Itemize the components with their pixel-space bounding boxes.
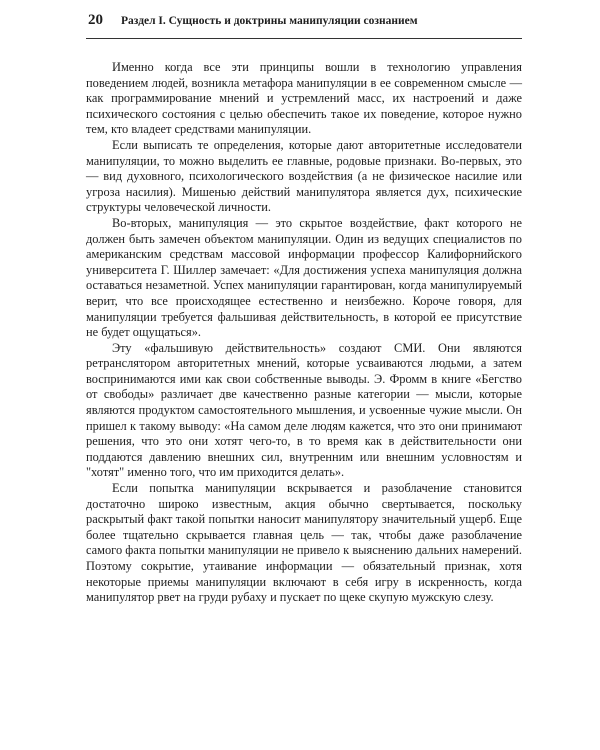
paragraph: Эту «фальшивую действительность» создают СМИ. Они являются ретранслятором авторитетных мнений, которые усваиваются людьми, а затем воспринимаются ими как свои собственные выводы. Э. Фромм в книге «Бегство от свободы» различает две качественно разные категории — мысли, которые являются продуктом самостоятельного мышления, и усвоенные чужие мысли. Он пришел к такому выводу: «На самом деле людям кажется, что это они принимают решения, что это они хотят чего-то, в то время как в действительности они поддаются давлению внешних сил, внутренним или внешним условностям и "хотят" именно того, что им приходится делать». xyxy=(86,340,522,480)
header-rule xyxy=(86,38,522,39)
paragraph: Во-вторых, манипуляция — это скрытое воздействие, факт которого не должен быть замечен объектом манипуляции. Один из ведущих специалистов по американским средствам массовой информации профессор Калифорнийского университета Г. Шиллер замечает: «Для достижения успеха манипуляция должна оставаться незаметной. Успех манипуляции гарантирован, когда манипулируемый верит, что все происходящее естественно и неизбежно. Короче говоря, для манипуляции требуется фальшивая действительность, в которой ее присутствие не будет ощущаться». xyxy=(86,215,522,340)
paragraph: Если выписать те определения, которые дают авторитетные исследователи манипуляции, то можно выделить ее главные, родовые признаки. Во-первых, это — вид духовного, психологического воздействия (а не физическое насилие или угроза насилия). Мишенью действий манипулятора является дух, психические структуры человеческой личности. xyxy=(86,137,522,215)
body-text xyxy=(86,60,522,606)
paragraph: Именно когда все эти принципы вошли в технологию управления поведением людей, возникла метафора манипуляции в ее современном смысле — как программирование мнений и устремлений масс, их настроений и даже психического состояния с целью обеспечить такое их поведение, которое нужно тем, кто владеет средствами манипуляции. xyxy=(86,60,522,137)
running-head: Раздел I. Сущность и доктрины манипуляции сознанием xyxy=(121,15,418,27)
paragraph: Если попытка манипуляции вскрывается и разоблачение становится достаточно широко известным, акция обычно свертывается, поскольку раскрытый факт такой попытки наносит манипулятору значительный ущерб. Еще более тщательно скрывается главная цель — так, чтобы даже разоблачение самого факта попытки манипуляции не привело к выяснению дальних намерений. Поэтому сокрытие, утаивание информации — обязательный признак, хотя некоторые приемы манипуляции включают в себя игру в искренность, когда манипулятор рвет на груди рубаху и пускает по щеке скупую мужскую слезу. xyxy=(86,481,522,605)
page-header xyxy=(88,12,418,29)
page-number: 20 xyxy=(88,12,103,28)
